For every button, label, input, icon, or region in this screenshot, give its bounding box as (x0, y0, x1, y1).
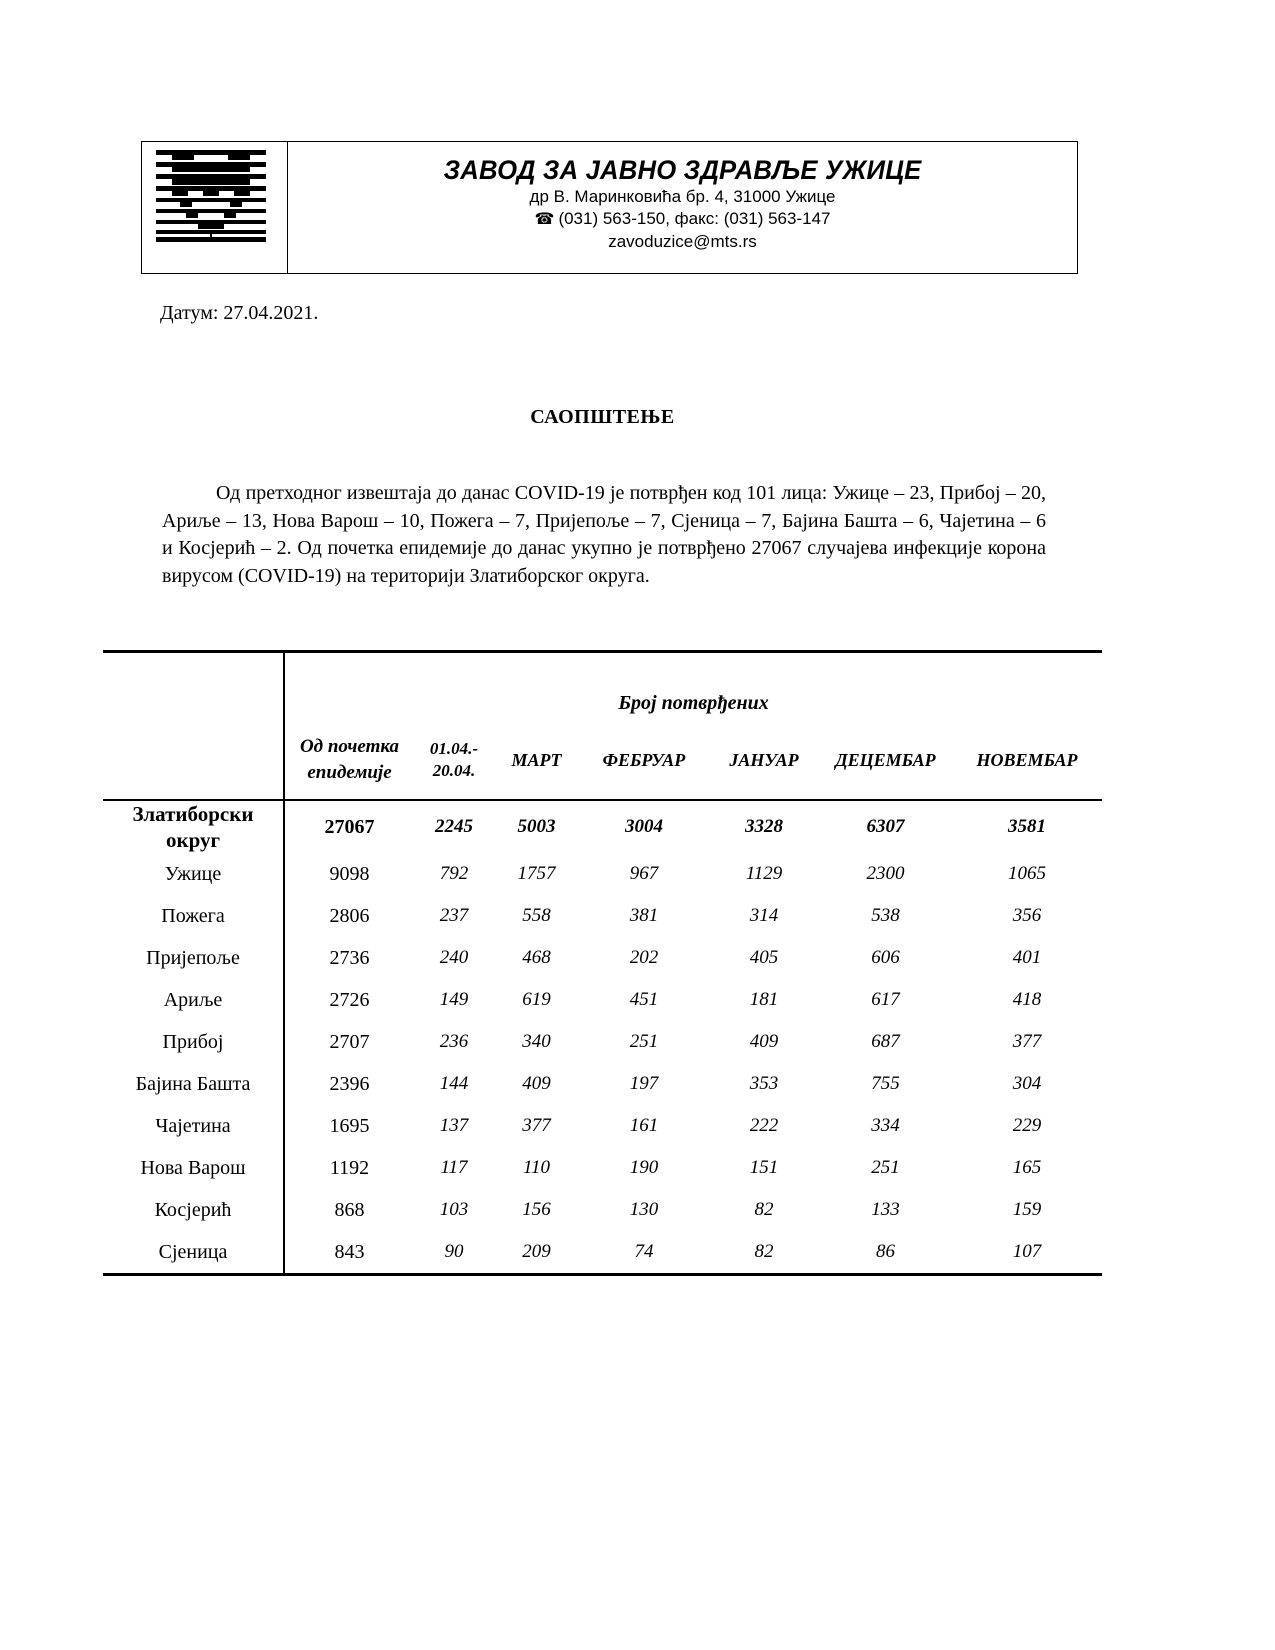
cell-april-period: 149 (439, 989, 469, 1010)
table-row (103, 895, 1102, 937)
cell-november: 229 (1012, 1115, 1042, 1136)
row-name: Косјерић (103, 1189, 284, 1231)
cell-march: 209 (494, 1231, 579, 1275)
organization-address: др В. Маринковића бр. 4, 31000 Ужице (529, 187, 836, 206)
letterhead (141, 141, 1078, 274)
table-row (103, 1189, 1102, 1231)
row-name: Ужице (103, 853, 284, 895)
cell-december: 755 (871, 1073, 900, 1094)
institute-logo-icon (156, 148, 266, 242)
table-row (103, 1063, 1102, 1105)
column-header-january: ЈАНУАР (709, 721, 819, 800)
cell-since-start: 868 (334, 1198, 365, 1221)
row-name: Прибој (103, 1021, 284, 1063)
table-super-header: Број потврђених (284, 652, 1102, 722)
phone-fax-text: (031) 563-150, факс: (031) 563-147 (558, 209, 831, 228)
logo-cell (142, 142, 288, 273)
cell-march: 409 (522, 1073, 551, 1094)
cell-february: 161 (629, 1115, 659, 1136)
organization-phone-line (288, 208, 1077, 231)
cell-november: 159 (1012, 1199, 1042, 1220)
cell-january: 3328 (745, 816, 783, 837)
table-row (103, 853, 1102, 895)
cell-january: 222 (749, 1115, 779, 1136)
cell-february: 967 (629, 863, 659, 884)
cell-january: 314 (749, 905, 779, 926)
cell-april-period: 103 (439, 1199, 469, 1220)
column-header-february: ФЕБРУАР (579, 721, 709, 800)
cell-february: 130 (629, 1199, 659, 1220)
cell-november: 401 (1012, 947, 1042, 968)
cell-since-start: 2736 (329, 946, 370, 969)
cell-april-period: 240 (439, 947, 469, 968)
cell-april-period: 236 (439, 1031, 469, 1052)
cases-table (103, 650, 1102, 1276)
row-name: Бајина Башта (103, 1063, 284, 1105)
column-header-since-start: Од почетка епидемије (284, 721, 414, 800)
cell-march: 5003 (517, 816, 556, 837)
cell-january: 409 (749, 1031, 779, 1052)
cell-november: 418 (1012, 989, 1042, 1010)
cell-december: 538 (871, 905, 900, 926)
cell-december: 86 (819, 1231, 952, 1275)
column-header-december: ДЕЦЕМБАР (819, 721, 952, 800)
cell-since-start: 1695 (329, 1114, 370, 1137)
cell-since-start: 2707 (329, 1030, 370, 1053)
row-name: Пријепоље (103, 937, 284, 979)
cell-december: 687 (871, 1031, 900, 1052)
cell-november: 3581 (1008, 816, 1047, 837)
table-row (103, 1105, 1102, 1147)
cell-april-period: 117 (440, 1157, 468, 1178)
cell-december: 2300 (866, 863, 905, 884)
cell-december: 251 (871, 1157, 900, 1178)
cell-april-period: 137 (439, 1115, 469, 1136)
cell-january: 151 (749, 1157, 779, 1178)
cell-december: 606 (871, 947, 900, 968)
document-title: САОПШТЕЊЕ (530, 406, 675, 428)
row-name: Пожега (103, 895, 284, 937)
cell-february: 381 (629, 905, 659, 926)
cell-since-start: 1192 (329, 1156, 370, 1179)
cell-december: 617 (871, 989, 900, 1010)
cell-february: 451 (629, 989, 659, 1010)
letterhead-info (288, 142, 1077, 273)
cell-march: 340 (522, 1031, 551, 1052)
cell-february: 74 (579, 1231, 709, 1275)
row-name: Златиборски округ (103, 800, 284, 853)
phone-icon: ☎ (534, 211, 555, 228)
cell-january: 405 (749, 947, 779, 968)
document-date: Датум: 27.04.2021. (160, 302, 319, 324)
row-name: Нова Варош (103, 1147, 284, 1189)
cell-since-start: 27067 (324, 815, 375, 838)
table-corner-cell (103, 652, 284, 801)
cell-november: 304 (1012, 1073, 1042, 1094)
table-row (103, 1147, 1102, 1189)
cell-november: 1065 (1008, 863, 1047, 884)
cell-march: 377 (522, 1115, 551, 1136)
announcement-paragraph: Од претходног извештаја до данас COVID-19 је потврђен код 101 лица: Ужице – 23, Прибој – 20, Ариље – 13, Нова Варош – 10, Пожега – 7, Пријепоље – 7, Сјеница – 7, Бајина Башта – 6, Чајетина – 6 и Косјерић – 2. Од почетка епидемије до данас укупно је потврђено 27067 случајева инфекције корона вирусом (COVID-19) на територији Златиборског округа. (162, 482, 1046, 587)
table-row (103, 1231, 1102, 1275)
table-row-district-total (103, 800, 1102, 853)
cell-january: 1129 (745, 863, 783, 884)
cell-november: 165 (1012, 1157, 1042, 1178)
cell-january: 181 (749, 989, 779, 1010)
cell-since-start: 2726 (329, 988, 370, 1011)
cell-december: 133 (871, 1199, 900, 1220)
row-name: Сјеница (103, 1231, 284, 1275)
cell-march: 156 (522, 1199, 551, 1220)
organization-name: ЗАВОД ЗА ЈАВНО ЗДРАВЉЕ УЖИЦЕ (443, 155, 922, 185)
cell-since-start: 843 (284, 1231, 414, 1275)
cell-march: 110 (522, 1157, 551, 1178)
table-row (103, 979, 1102, 1021)
cell-march: 619 (522, 989, 551, 1010)
cell-march: 468 (522, 947, 551, 968)
column-header-march: МАРТ (494, 721, 579, 800)
cell-november: 377 (1012, 1031, 1042, 1052)
cell-november: 107 (952, 1231, 1102, 1275)
row-name: Ариље (103, 979, 284, 1021)
organization-email: zavoduzice@mts.rs (608, 232, 757, 251)
cell-february: 251 (629, 1031, 659, 1052)
cell-march: 558 (522, 905, 551, 926)
cell-february: 197 (629, 1073, 659, 1094)
cell-april-period: 90 (414, 1231, 494, 1275)
cell-january: 353 (749, 1073, 779, 1094)
cell-january: 82 (709, 1231, 819, 1275)
cell-february: 3004 (625, 816, 663, 837)
cell-april-period: 144 (439, 1073, 469, 1094)
column-header-april-period: 01.04.- 20.04. (414, 721, 494, 800)
table-row (103, 1021, 1102, 1063)
cell-april-period: 2245 (435, 816, 473, 837)
cell-march: 1757 (517, 863, 556, 884)
cell-december: 6307 (866, 816, 905, 837)
column-header-november: НОВЕМБАР (952, 721, 1102, 800)
cell-january: 82 (754, 1199, 774, 1220)
cell-april-period: 237 (439, 905, 469, 926)
cell-since-start: 2806 (329, 904, 370, 927)
cell-november: 356 (1012, 905, 1042, 926)
cell-december: 334 (871, 1115, 900, 1136)
table-super-header-row (103, 652, 1102, 722)
table-row (103, 937, 1102, 979)
cell-since-start: 9098 (329, 862, 370, 885)
cell-february: 202 (629, 947, 659, 968)
cell-since-start: 2396 (329, 1072, 370, 1095)
cell-april-period: 792 (439, 863, 469, 884)
row-name: Чајетина (103, 1105, 284, 1147)
cell-february: 190 (629, 1157, 659, 1178)
